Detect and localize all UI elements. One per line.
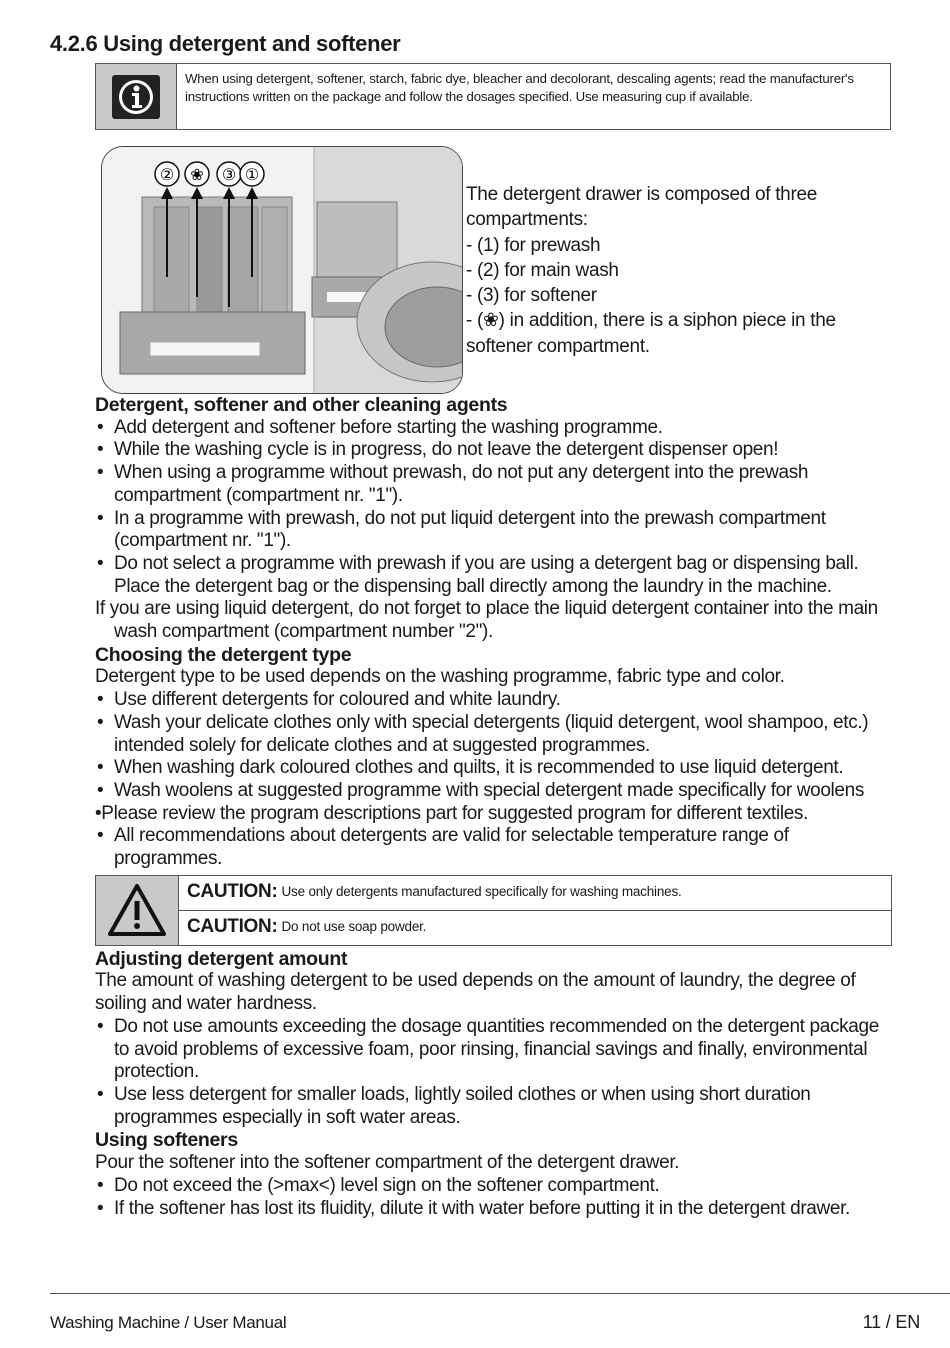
warning-icon xyxy=(107,883,167,937)
list-item: • In a programme with prewash, do not put liquid detergent into the prewash compartment (compartment nr. "1"). xyxy=(95,508,895,553)
footer-manual-title: Washing Machine / User Manual xyxy=(50,1313,287,1332)
page-number: 11 / EN xyxy=(862,1312,920,1332)
list-item: • Wash woolens at suggested programme with special detergent made specifically for woolens xyxy=(95,780,895,803)
caution-label: CAUTION: xyxy=(187,916,278,938)
list-item: • Do not use amounts exceeding the dosage quantities recommended on the detergent package to avoid problems of excessive foam, poor rinsing, financial savings and finally, environmental protection. xyxy=(95,1016,895,1084)
list-item: • While the washing cycle is in progress, do not leave the detergent dispenser open! xyxy=(95,439,895,462)
list-item: • Do not exceed the (>max<) level sign on the softener compartment. xyxy=(95,1175,895,1198)
detergent-drawer-figure xyxy=(101,146,463,394)
agents-heading: Detergent, softener and other cleaning agents xyxy=(95,394,508,416)
drawer-desc-line: - (2) for main wash xyxy=(466,259,619,281)
section-title: 4.2.6 Using detergent and softener xyxy=(50,31,401,56)
list-item: • Wash your delicate clothes only with special detergents (liquid detergent, wool shampoo, etc.) intended solely for delicate clothes and at suggested programmes. xyxy=(95,712,895,757)
detergent-drawer-illustration xyxy=(102,147,462,393)
caution-label: CAUTION: xyxy=(187,881,278,903)
list-item: • All recommendations about detergents are valid for selectable temperature range of programmes. xyxy=(95,825,895,870)
list-item: • Use less detergent for smaller loads, lightly soiled clothes or when using short duration programmes especially in soft water areas. xyxy=(95,1084,895,1129)
drawer-desc-line: - (3) for softener xyxy=(466,285,597,307)
list-item: • Do not select a programme with prewash if you are using a detergent bag or dispensing ball. Place the detergent bag or the dispensing ball directly among the laundry in the machine. xyxy=(95,553,895,598)
amount-heading: Adjusting detergent amount xyxy=(95,947,348,970)
softeners-heading: Using softeners xyxy=(95,1129,238,1152)
footer-divider xyxy=(50,1293,950,1294)
amount-intro: The amount of washing detergent to be used depends on the amount of laundry, the degree of soiling and water hardness. xyxy=(95,970,856,1015)
list-item: • Add detergent and softener before starting the washing programme. xyxy=(95,417,895,440)
compartment-label: ③ xyxy=(221,165,237,184)
drawer-desc-line: compartments: xyxy=(466,209,588,231)
caution-row xyxy=(179,876,891,910)
main-content xyxy=(95,394,895,1220)
info-note xyxy=(95,63,891,130)
type-list xyxy=(95,689,895,803)
drawer-description xyxy=(466,182,896,359)
drawer-desc-line: - (1) for prewash xyxy=(466,234,601,256)
drawer-desc-line: softener compartment. xyxy=(466,335,650,357)
list-item: • When using a programme without prewash, do not put any detergent into the prewash compartment (compartment nr. "1"). xyxy=(95,462,895,507)
compartment-label: ② xyxy=(159,165,175,184)
list-item: • If the softener has lost its fluidity, dilute it with water before putting it in the detergent drawer. xyxy=(95,1198,895,1221)
drawer-desc-line: - (❀) in addition, there is a siphon piece in the xyxy=(466,310,836,332)
drawer-desc-line: The detergent drawer is composed of three xyxy=(466,184,818,205)
caution-text: Do not use soap powder. xyxy=(281,919,427,935)
info-text: When using detergent, softener, starch, fabric dye, bleacher and decolorant, descaling agents; read the manufacturer's instructions written on the package and follow the dosages specified. Use measuring cup if available. xyxy=(185,71,854,104)
info-icon xyxy=(111,74,161,120)
softeners-intro: Pour the softener into the softener compartment of the detergent drawer. xyxy=(95,1152,680,1174)
type-extra: •Please review the program descriptions part for suggested program for different textiles. xyxy=(95,802,808,824)
compartment-label: ❀ xyxy=(190,165,204,184)
compartment-label: ① xyxy=(244,165,260,184)
caution-row xyxy=(179,910,891,945)
liquid-detergent-note: If you are using liquid detergent, do not forget to place the liquid detergent container into the main wash compartment (compartment number "2"). xyxy=(95,598,878,643)
amount-list xyxy=(95,1016,895,1130)
caution-text: Use only detergents manufactured specifically for washing machines. xyxy=(281,884,682,900)
type-heading: Choosing the detergent type xyxy=(95,643,352,666)
list-item: • Use different detergents for coloured and white laundry. xyxy=(95,689,895,712)
list-item: • When washing dark coloured clothes and quilts, it is recommended to use liquid detergent. xyxy=(95,757,895,780)
softeners-list xyxy=(95,1175,895,1220)
type-intro: Detergent type to be used depends on the washing programme, fabric type and color. xyxy=(95,666,785,688)
agents-list xyxy=(95,417,895,599)
caution-box xyxy=(95,875,892,946)
